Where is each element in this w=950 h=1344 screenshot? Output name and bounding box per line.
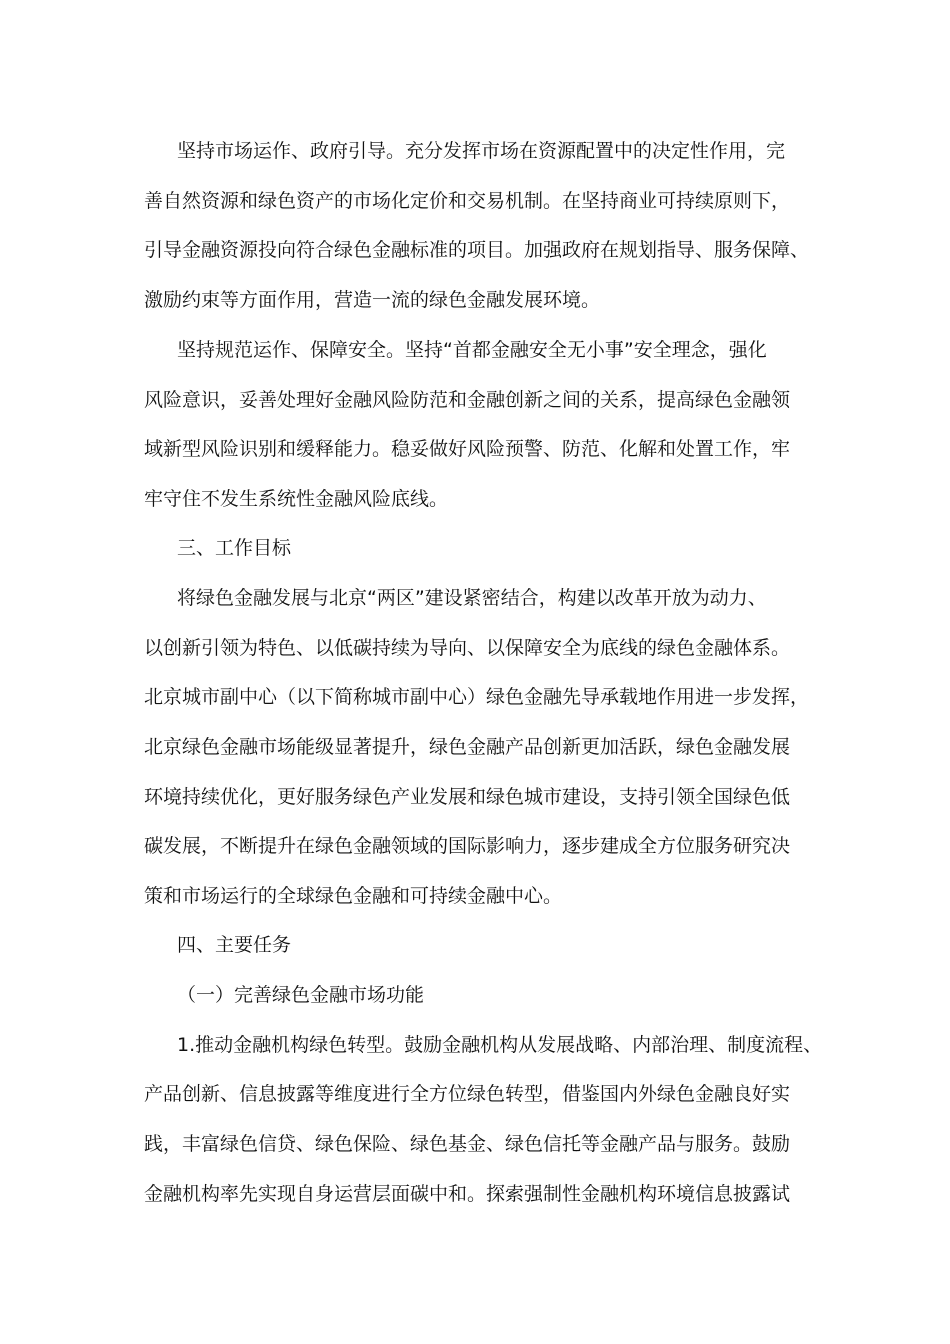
paragraph-line: 环境持续优化，更好服务绿色产业发展和绿色城市建设，支持引领全国绿色低 <box>144 786 791 808</box>
paragraph-line: 坚持市场运作、政府引导。充分发挥市场在资源配置中的决定性作用，完 <box>177 140 786 162</box>
paragraph-line: 碳发展，不断提升在绿色金融领域的国际影响力，逐步建成全方位服务研究决 <box>144 835 791 857</box>
paragraph-line: 域新型风险识别和缓释能力。稳妥做好风险预警、防范、化解和处置工作，牢 <box>144 438 791 460</box>
paragraph-line: 北京城市副中心（以下简称城市副中心）绿色金融先导承载地作用进一步发挥， <box>144 686 810 708</box>
paragraph-line: 以创新引领为特色、以低碳持续为导向、以保障安全为底线的绿色金融体系。 <box>144 637 791 659</box>
paragraph-line: 金融机构率先实现自身运营层面碳中和。探索强制性金融机构环境信息披露试 <box>144 1183 791 1205</box>
subsection-heading: （一）完善绿色金融市场功能 <box>177 984 425 1006</box>
section-heading: 三、工作目标 <box>177 537 292 559</box>
paragraph-line: 策和市场运行的全球绿色金融和可持续金融中心。 <box>144 885 563 907</box>
paragraph-line: 激励约束等方面作用，营造一流的绿色金融发展环境。 <box>144 289 601 311</box>
paragraph-line: 善自然资源和绿色资产的市场化定价和交易机制。在坚持商业可持续原则下， <box>144 190 791 212</box>
paragraph-line: 引导金融资源投向符合绿色金融标准的项目。加强政府在规划指导、服务保障、 <box>144 239 810 261</box>
paragraph-line: 践，丰富绿色信贷、绿色保险、绿色基金、绿色信托等金融产品与服务。鼓励 <box>144 1133 791 1155</box>
paragraph-line: 北京绿色金融市场能级显著提升，绿色金融产品创新更加活跃，绿色金融发展 <box>144 736 791 758</box>
paragraph-line: 1.推动金融机构绿色转型。鼓励金融机构从发展战略、内部治理、制度流程、 <box>177 1034 823 1056</box>
paragraph-line: 产品创新、信息披露等维度进行全方位绿色转型，借鉴国内外绿色金融良好实 <box>144 1083 791 1105</box>
paragraph-line: 牢守住不发生系统性金融风险底线。 <box>144 488 449 510</box>
section-heading: 四、主要任务 <box>177 934 292 956</box>
paragraph-line: 坚持规范运作、保障安全。坚持“首都金融安全无小事”安全理念，强化 <box>177 339 767 361</box>
paragraph-line: 风险意识，妥善处理好金融风险防范和金融创新之间的关系，提高绿色金融领 <box>144 389 791 411</box>
paragraph-line: 将绿色金融发展与北京“两区”建设紧密结合，构建以改革开放为动力、 <box>177 587 767 609</box>
